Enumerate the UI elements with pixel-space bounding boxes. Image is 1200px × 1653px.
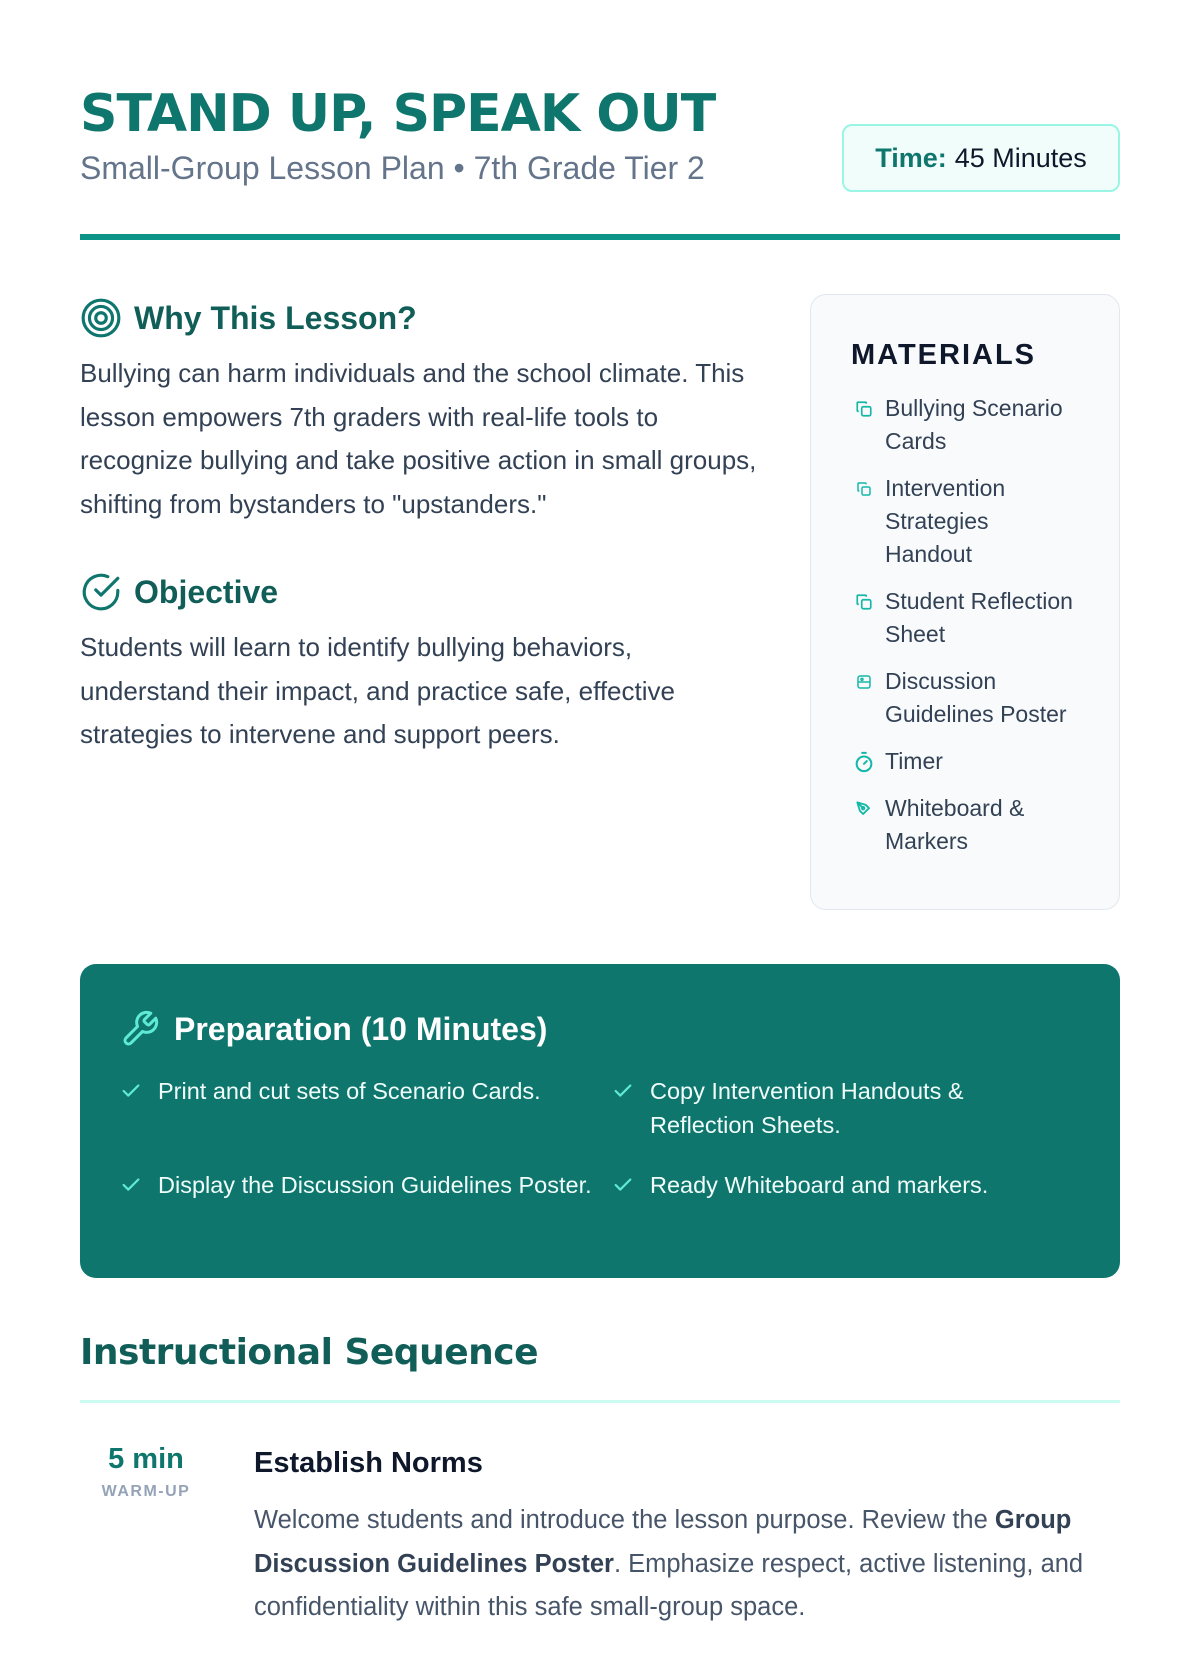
why-section: [80, 290, 760, 526]
step-phase: WARM-UP: [101, 1483, 191, 1500]
check-icon: [120, 1174, 142, 1196]
wrench-icon: [120, 1009, 160, 1049]
lesson-overview: [80, 290, 760, 757]
time-badge: [842, 124, 1120, 192]
checklist-item: Display the Discussion Guidelines Poster.: [120, 1168, 612, 1202]
check-circle-icon: [80, 571, 122, 613]
check-icon: [612, 1080, 634, 1102]
materials-heading: MATERIALS: [851, 339, 1037, 371]
pen-icon: [854, 799, 874, 819]
step-duration: 5 min: [108, 1443, 184, 1475]
material-item: Timer: [851, 745, 1079, 778]
checklist-item: Copy Intervention Handouts & Reflection Sheets.: [612, 1074, 1072, 1142]
instructional-sequence: [80, 1326, 1120, 1653]
copy-icon: [856, 481, 872, 497]
header-divider: [80, 234, 1120, 240]
preparation-checklist: [120, 1074, 1080, 1202]
step-title: Establish Norms: [254, 1447, 483, 1479]
objective-body: Students will learn to identify bullying behaviors, understand their impact, and practice safe, effective strategies to intervene and support peers.: [80, 632, 675, 749]
materials-panel: [810, 294, 1120, 910]
check-icon: [120, 1080, 142, 1102]
material-item: Student Reflection Sheet: [851, 585, 1079, 651]
checklist-item: Print and cut sets of Scenario Cards.: [120, 1074, 612, 1142]
objective-heading: Objective: [134, 573, 279, 610]
time-label: Time:: [875, 142, 947, 173]
time-value: 45 Minutes: [954, 142, 1087, 173]
check-icon: [612, 1174, 634, 1196]
objective-section: [80, 564, 760, 757]
image-icon: [856, 674, 872, 690]
page-subtitle: Small-Group Lesson Plan • 7th Grade Tier 2: [80, 150, 705, 186]
copy-icon: [855, 400, 873, 418]
step-description: Welcome students and introduce the lesson purpose. Review the Group Discussion Guidelines Poster. Emphasize respect, active listening, and confidentiality within this safe small-group space.: [254, 1506, 1084, 1621]
stopwatch-icon: [853, 751, 875, 773]
target-icon: [80, 297, 122, 339]
sequence-divider: [80, 1400, 1120, 1403]
preparation-heading: Preparation (10 Minutes): [174, 1010, 548, 1047]
material-item: Intervention Strategies Handout: [851, 472, 1079, 571]
lesson-header: [80, 82, 1120, 242]
preparation-panel: [80, 964, 1120, 1278]
step-duration-block: [80, 1441, 212, 1501]
poster-reference: Group Discussion Guidelines Poster: [254, 1506, 1072, 1578]
material-item: Bullying Scenario Cards: [851, 392, 1079, 458]
why-body: Bullying can harm individuals and the school climate. This lesson empowers 7th graders with real-life tools to recognize bullying and take positive action in small groups, shifting from bystanders to "upstanders.": [80, 358, 757, 519]
checklist-item: Ready Whiteboard and markers.: [612, 1168, 1072, 1202]
sequence-heading: Instructional Sequence: [80, 1332, 539, 1373]
page-title: STAND UP, SPEAK OUT: [80, 84, 716, 144]
sequence-step: [80, 1433, 1120, 1653]
material-item: Whiteboard & Markers: [851, 792, 1079, 858]
copy-icon: [855, 593, 873, 611]
material-item: Discussion Guidelines Poster: [851, 665, 1079, 731]
why-heading: Why This Lesson?: [134, 299, 417, 336]
